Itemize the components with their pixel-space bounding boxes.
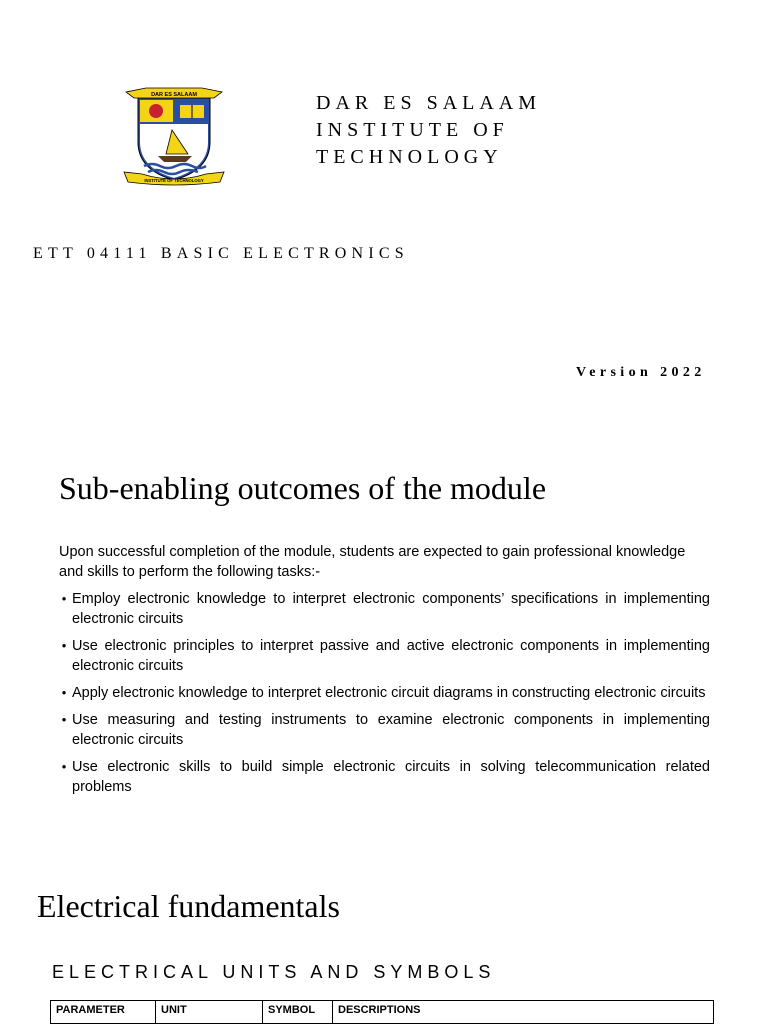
outcome-text: Use electronic skills to build simple electronic circuits in solving telecommunication related problems <box>72 759 710 795</box>
list-item <box>56 589 710 629</box>
table-header-symbol: SYMBOL <box>263 1001 333 1024</box>
version-label: Version 2022 <box>576 365 706 380</box>
bullet-icon: • <box>61 712 67 727</box>
institution-name-line-2: INSTITUTE OF <box>316 119 509 141</box>
outcomes-list <box>56 589 710 804</box>
bullet-icon: • <box>61 759 67 774</box>
outcome-text: Apply electronic knowledge to interpret electronic circuit diagrams in constructing electronic circuits <box>72 685 706 701</box>
outcome-text: Employ electronic knowledge to interpret electronic components’ specifications in implementing electronic circuits <box>72 591 710 627</box>
section-heading: Sub-enabling outcomes of the module <box>59 470 547 506</box>
table-header-parameter: PARAMETER <box>51 1001 156 1024</box>
institute-logo <box>122 84 226 186</box>
list-item <box>56 683 710 703</box>
institution-name-line-1: DAR ES SALAAM <box>316 92 542 114</box>
table-header-descriptions: DESCRIPTIONS <box>333 1001 714 1024</box>
list-item <box>56 757 710 797</box>
units-table <box>50 1000 714 1024</box>
table-header-unit: UNIT <box>156 1001 263 1024</box>
institution-name-line-3: TECHNOLOGY <box>316 146 503 168</box>
logo-top-banner-text: DAR ES SALAAM <box>151 92 197 98</box>
bullet-icon: • <box>61 591 67 606</box>
fundamentals-heading: Electrical fundamentals <box>37 888 340 924</box>
outcome-text: Use measuring and testing instruments to examine electronic components in implementing electronic circuits <box>72 712 710 748</box>
list-item <box>56 636 710 676</box>
institution-name <box>316 90 541 171</box>
intro-paragraph: Upon successful completion of the module, students are expected to gain professional knowledge and skills to perform the following tasks:- <box>59 544 686 580</box>
table-header-row <box>51 1001 714 1024</box>
list-item <box>56 710 710 750</box>
units-subheading: ELECTRICAL UNITS AND SYMBOLS <box>52 962 496 982</box>
outcome-text: Use electronic principles to interpret passive and active electronic components in implementing electronic circuits <box>72 638 710 674</box>
logo-bottom-banner-text: INSTITUTE OF TECHNOLOGY <box>144 178 204 183</box>
course-title: ETT 04111 BASIC ELECTRONICS <box>33 245 409 262</box>
bullet-icon: • <box>61 685 67 700</box>
bullet-icon: • <box>61 638 67 653</box>
